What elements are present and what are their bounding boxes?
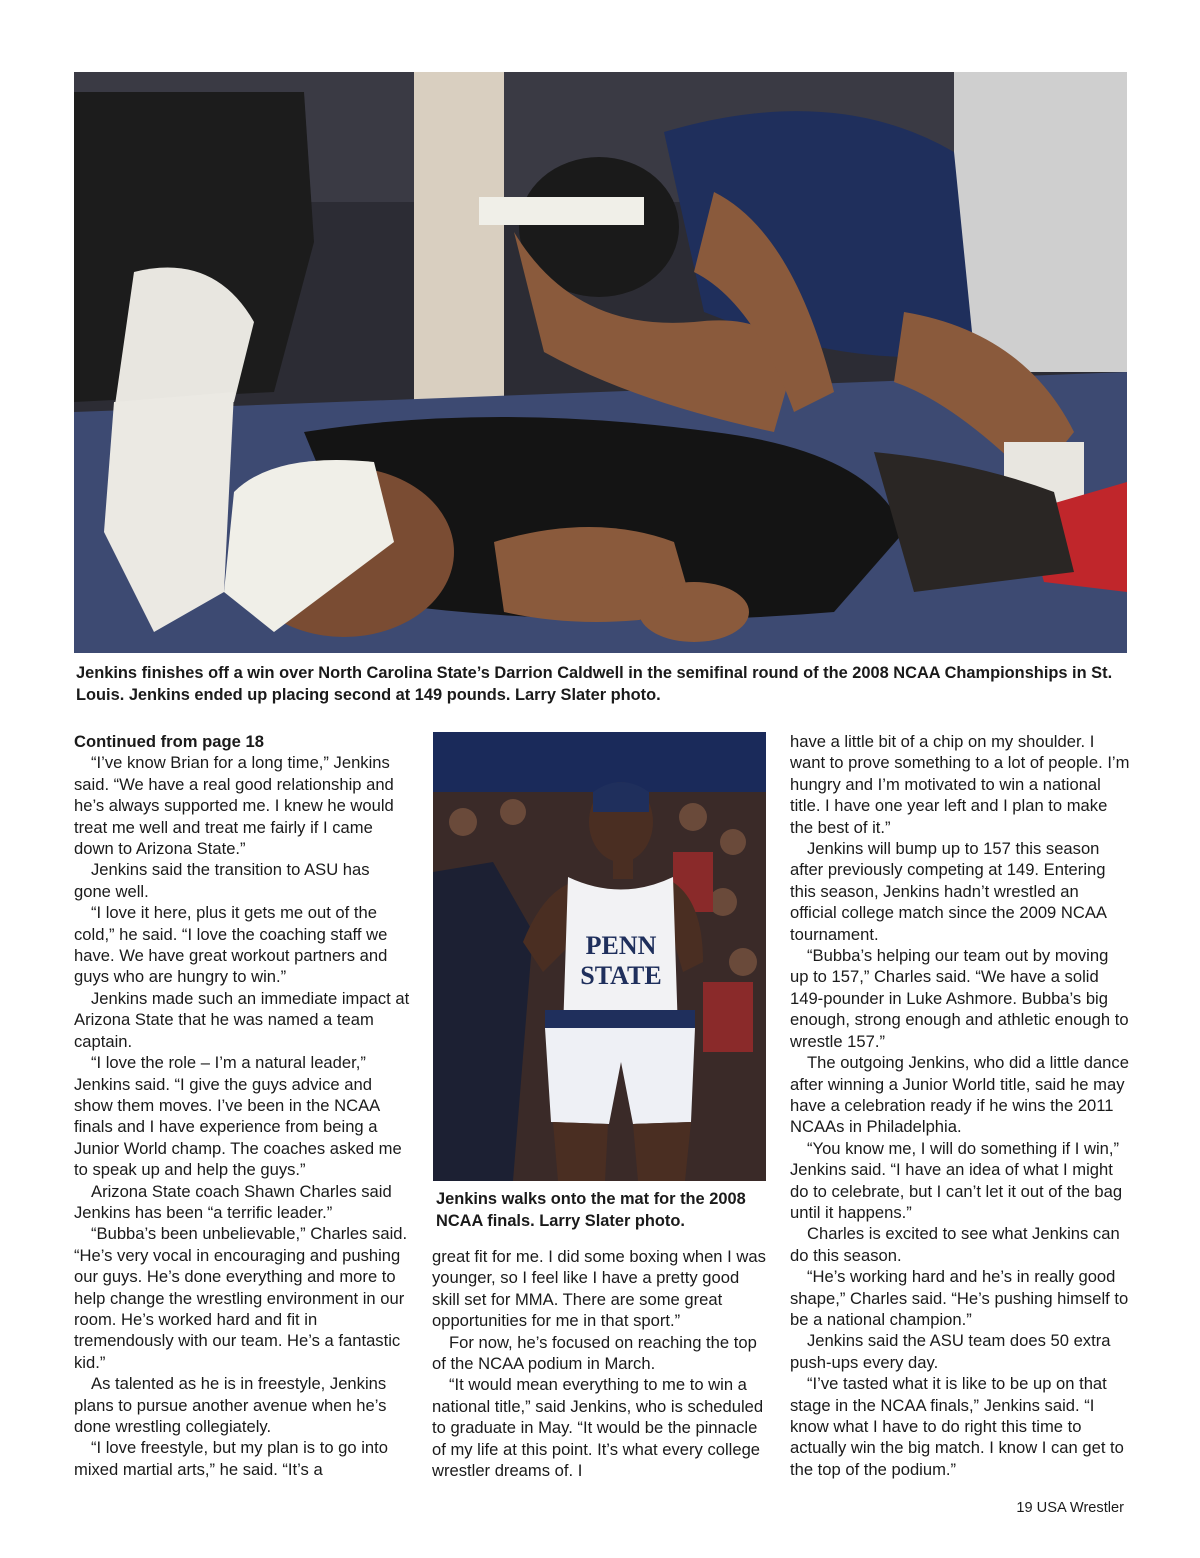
article-column-1 [74, 731, 410, 1480]
singlet-text-penn: PENN [585, 931, 657, 960]
paragraph: Charles is excited to see what Jenkins can do this season. [790, 1224, 1120, 1265]
top-photo-caption: Jenkins finishes off a win over North Carolina State’s Darrion Caldwell in the semifinal round of the 2008 NCAA Championships in St. Louis. Jenkins ended up placing second at 149 pounds. Larry Slater photo. [76, 664, 1113, 704]
paragraph: great fit for me. I did some boxing when I was younger, so I feel like I have a pretty good skill set for MMA. There are some great opportunities for me in that sport.” [432, 1247, 766, 1331]
paragraph: For now, he’s focused on reaching the top of the NCAA podium in March. [432, 1332, 757, 1374]
continued-from-label: Continued from page 18 [74, 732, 264, 751]
wrestler-walking-photo [433, 732, 766, 1181]
paragraph: Arizona State coach Shawn Charles said Jenkins has been “a terrific leader.” [74, 1181, 392, 1222]
paragraph: Jenkins will bump up to 157 this season after previously competing at 149. Entering this season, Jenkins hadn’t wrestled an official college match since the 2009 NCAA tournament. [790, 839, 1107, 944]
singlet-text-state: STATE [580, 961, 662, 990]
paragraph: “He’s working hard and he’s in really good shape,” Charles said. “He’s pushing himself to be a national champion.” [790, 1267, 1129, 1329]
paragraph: have a little bit of a chip on my shoulder. I want to prove something to a lot of people. I’m hungry and I’m motivated to win a national title. I have one year left and I plan to make the best of it.” [790, 732, 1130, 837]
paragraph: Jenkins said the transition to ASU has gone well. [74, 860, 370, 901]
page-folio: 19 USA Wrestler [1016, 1500, 1124, 1516]
paragraph: “I love it here, plus it gets me out of the cold,” he said. “I love the coaching staff we have. We have great workout partners and guys who are hungry to win.” [74, 903, 388, 987]
paragraph: “It would mean everything to me to win a national title,” said Jenkins, who is scheduled to graduate in May. “It would be the pinnacle of my life at this point. It’s what every college wrestler dreams of. I [432, 1375, 764, 1481]
paragraph: Jenkins said the ASU team does 50 extra push-ups every day. [790, 1331, 1111, 1372]
paragraph: Jenkins made such an immediate impact at Arizona State that he was named a team captain. [74, 988, 410, 1051]
mid-photo-caption: Jenkins walks onto the mat for the 2008 NCAA finals. Larry Slater photo. [436, 1190, 746, 1230]
article-column-2 [432, 1246, 768, 1481]
paragraph: “You know me, I will do something if I win,” Jenkins said. “I have an idea of what I might do to celebrate, but I can’t let it out of the bag until it happens.” [790, 1138, 1123, 1222]
paragraph: “Bubba’s helping our team out by moving up to 157,” Charles said. “We have a solid 149-pounder in Luke Ashmore. Bubba’s big enough, strong enough and athletic enough to wrestle 157.” [790, 946, 1129, 1051]
paragraph: “I’ve know Brian for a long time,” Jenkins said. “We have a real good relationship and he’s always supported me. I knew he would treat me well and treat me fairly if I came down to Arizona State.” [74, 753, 394, 859]
paragraph: “I’ve tasted what it is like to be up on that stage in the NCAA finals,” Jenkins said. “I know what I have to do right this time to actually win the big match. I know I can get to the top of the podium.” [790, 1374, 1124, 1479]
paragraph: As talented as he is in freestyle, Jenkins plans to pursue another avenue when he’s done wrestling collegiately. [74, 1374, 387, 1436]
paragraph: “Bubba’s been unbelievable,” Charles said. “He’s very vocal in encouraging and pushing our guys. He’s done everything and more to help change the wrestling environment in our room. He’s worked hard and fit in tremendously with our team. He’s a fantastic kid.” [74, 1224, 408, 1372]
article-column-3 [790, 731, 1130, 1480]
paragraph: “I love the role – I’m a natural leader,” Jenkins said. “I give the guys advice and show them moves. I’ve been in the NCAA finals and I have experience from being a Junior World champ. The coaches asked me to speak up and help the guys.” [74, 1053, 402, 1180]
wrestling-match-photo [74, 72, 1127, 653]
paragraph: “I love freestyle, but my plan is to go into mixed martial arts,” he said. “It’s a [74, 1438, 388, 1479]
paragraph: The outgoing Jenkins, who did a little dance after winning a Junior World title, said he may have a celebration ready if he wins the 2011 NCAAs in Philadelphia. [790, 1053, 1129, 1137]
